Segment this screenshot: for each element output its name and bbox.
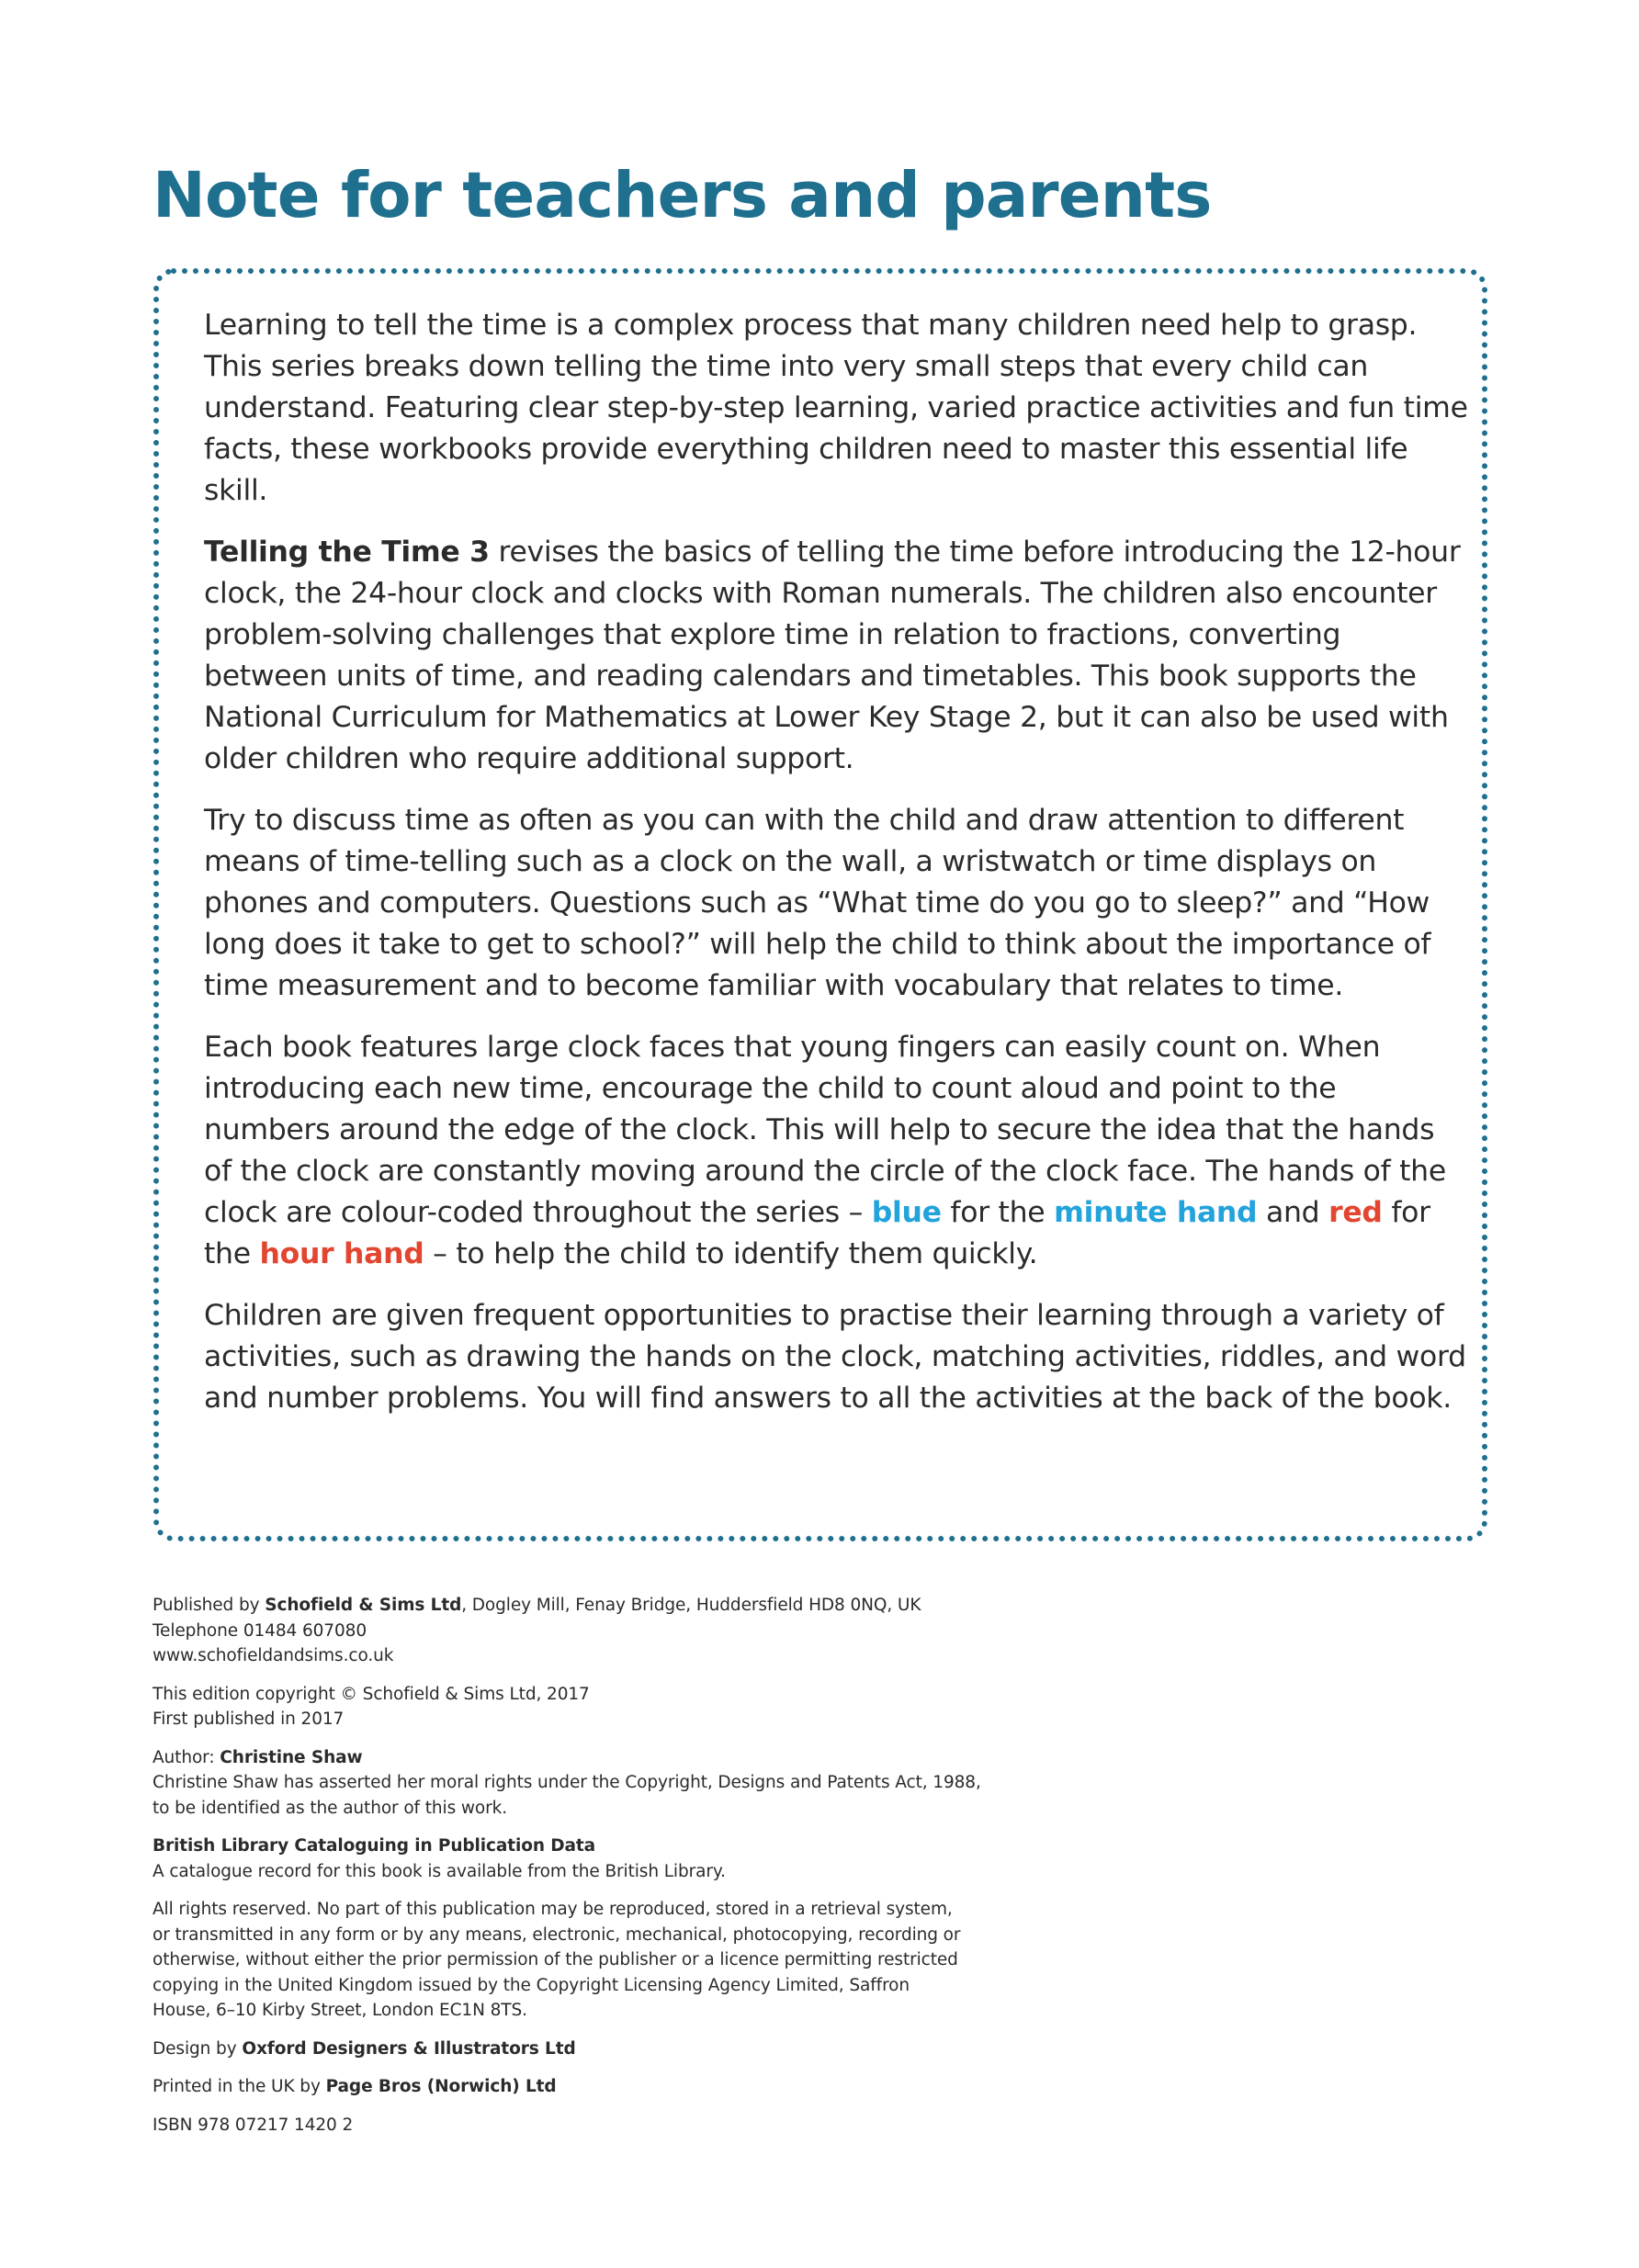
design-prefix: Design by	[153, 2038, 243, 2059]
minute-hand-label: minute hand	[1054, 1196, 1258, 1229]
author-name: Christine Shaw	[220, 1747, 363, 1767]
moral-rights-line-2: to be identified as the author of this work.	[153, 1798, 508, 1818]
printer-prefix: Printed in the UK by	[153, 2077, 326, 2096]
rights-block	[153, 1897, 1163, 2024]
copyright-block	[153, 1682, 1163, 1732]
author-line	[153, 1745, 1163, 1771]
clock-faces-text-4: for the	[204, 1196, 1430, 1270]
published-by-line	[153, 1593, 1163, 1619]
first-published-line: First published in 2017	[153, 1709, 345, 1729]
copyright-line: This edition copyright © Schofield & Sims Ltd, 2017	[153, 1684, 590, 1704]
design-block	[153, 2037, 1163, 2062]
isbn-line: ISBN 978 07217 1420 2	[153, 2115, 354, 2135]
discussion-text: Try to discuss time as often as you can with the child and draw attention to different means of time-telling such as a clock on the wall, a wristwatch or time displays on phones and computers. Questions such as “What time do you go to sleep?” and “How long does it take to get to school?” will help the child to think about the importance of time measurement and to become familiar with vocabulary that relates to time.	[204, 804, 1431, 1002]
note-body	[204, 305, 1470, 1439]
author-block	[153, 1745, 1163, 1822]
cip-heading-text: British Library Cataloguing in Publication Data	[153, 1836, 596, 1856]
printer-line	[153, 2074, 1163, 2100]
clock-faces-text: Each book features large clock faces that young fingers can easily count on. When introducing each new time, encourage the child to count aloud and point to the numbers around the edge of the clock. This will help to secure the idea that the hands of the clock are constantly moving around the circle of the clock face. The hands of the clock are colour-coded throughout the series –	[204, 1031, 1446, 1229]
rights-line-1: All rights reserved. No part of this publication may be reproduced, stored in a retrieval system,	[153, 1900, 953, 1919]
rights-line-4: copying in the United Kingdom issued by the Copyright Licensing Agency Limited, Saffron	[153, 1975, 910, 1995]
designer-name: Oxford Designers & Illustrators Ltd	[242, 2038, 576, 2059]
rights-line-5: House, 6–10 Kirby Street, London EC1N 8TS.	[153, 2001, 527, 2020]
printer-block	[153, 2074, 1163, 2100]
author-prefix: Author:	[153, 1747, 220, 1767]
page-title: Note for teachers and parents	[153, 159, 1212, 232]
book-summary-text: revises the basics of telling the time before introducing the 12-hour clock, the 24-hour clock and clocks with Roman numerals. The children also encounter problem-solving challenges that explore time in relation to fractions, converting between units of time, and reading calendars and timetables. This book supports the National Curriculum for Mathematics at Lower Key Stage 2, but it can also be used with older children who require additional support.	[204, 536, 1461, 775]
cip-block	[153, 1834, 1163, 1884]
publisher-name: Schofield & Sims Ltd	[265, 1596, 462, 1615]
blue-label: blue	[871, 1196, 942, 1229]
practice-text: Children are given frequent opportunities to practise their learning through a variety of activities, such as drawing the hands on the clock, matching activities, riddles, and word and number problems. You will find answers to all the activities at the back of the book.	[204, 1299, 1466, 1415]
moral-rights-line-1: Christine Shaw has asserted her moral rights under the Copyright, Designs and Patents Act, 1988,	[153, 1773, 981, 1792]
telephone-line: Telephone 01484 607080	[153, 1620, 367, 1641]
red-label: red	[1328, 1196, 1383, 1229]
hour-hand-label: hour hand	[259, 1237, 424, 1270]
intro-paragraph	[204, 305, 1470, 512]
clock-faces-text-3: and	[1257, 1196, 1329, 1229]
publisher-block	[153, 1593, 1163, 1669]
clock-faces-text-2: for the	[941, 1196, 1055, 1229]
printer-name: Page Bros (Norwich) Ltd	[325, 2077, 557, 2096]
cip-text: A catalogue record for this book is available from the British Library.	[153, 1861, 726, 1881]
publisher-address: , Dogley Mill, Fenay Bridge, Huddersfield HD8 0NQ, UK	[461, 1596, 921, 1615]
book-title: Telling the Time 3	[204, 536, 490, 569]
discussion-paragraph	[204, 800, 1470, 1007]
website-line: www.schofieldandsims.co.uk	[153, 1646, 394, 1665]
book-summary-paragraph	[204, 532, 1470, 780]
rights-line-3: otherwise, without either the prior permission of the publisher or a licence permitting restricted	[153, 1950, 958, 1969]
intro-text: Learning to tell the time is a complex process that many children need help to grasp. This series breaks down telling the time into very small steps that every child can understand. Featuring clear step-by-step learning, varied practice activities and fun time facts, these workbooks provide everything children need to master this essential life skill.	[204, 309, 1468, 507]
isbn-block	[153, 2113, 1163, 2138]
published-prefix: Published by	[153, 1596, 266, 1615]
clock-faces-paragraph	[204, 1027, 1470, 1275]
rights-line-2: or transmitted in any form or by any means, electronic, mechanical, photocopying, recording or	[153, 1924, 961, 1945]
cip-heading	[153, 1834, 1163, 1859]
clock-faces-text-5: – to help the child to identify them quickly.	[424, 1237, 1038, 1270]
imprint	[153, 1593, 1163, 2150]
practice-paragraph	[204, 1295, 1470, 1419]
design-line	[153, 2037, 1163, 2062]
